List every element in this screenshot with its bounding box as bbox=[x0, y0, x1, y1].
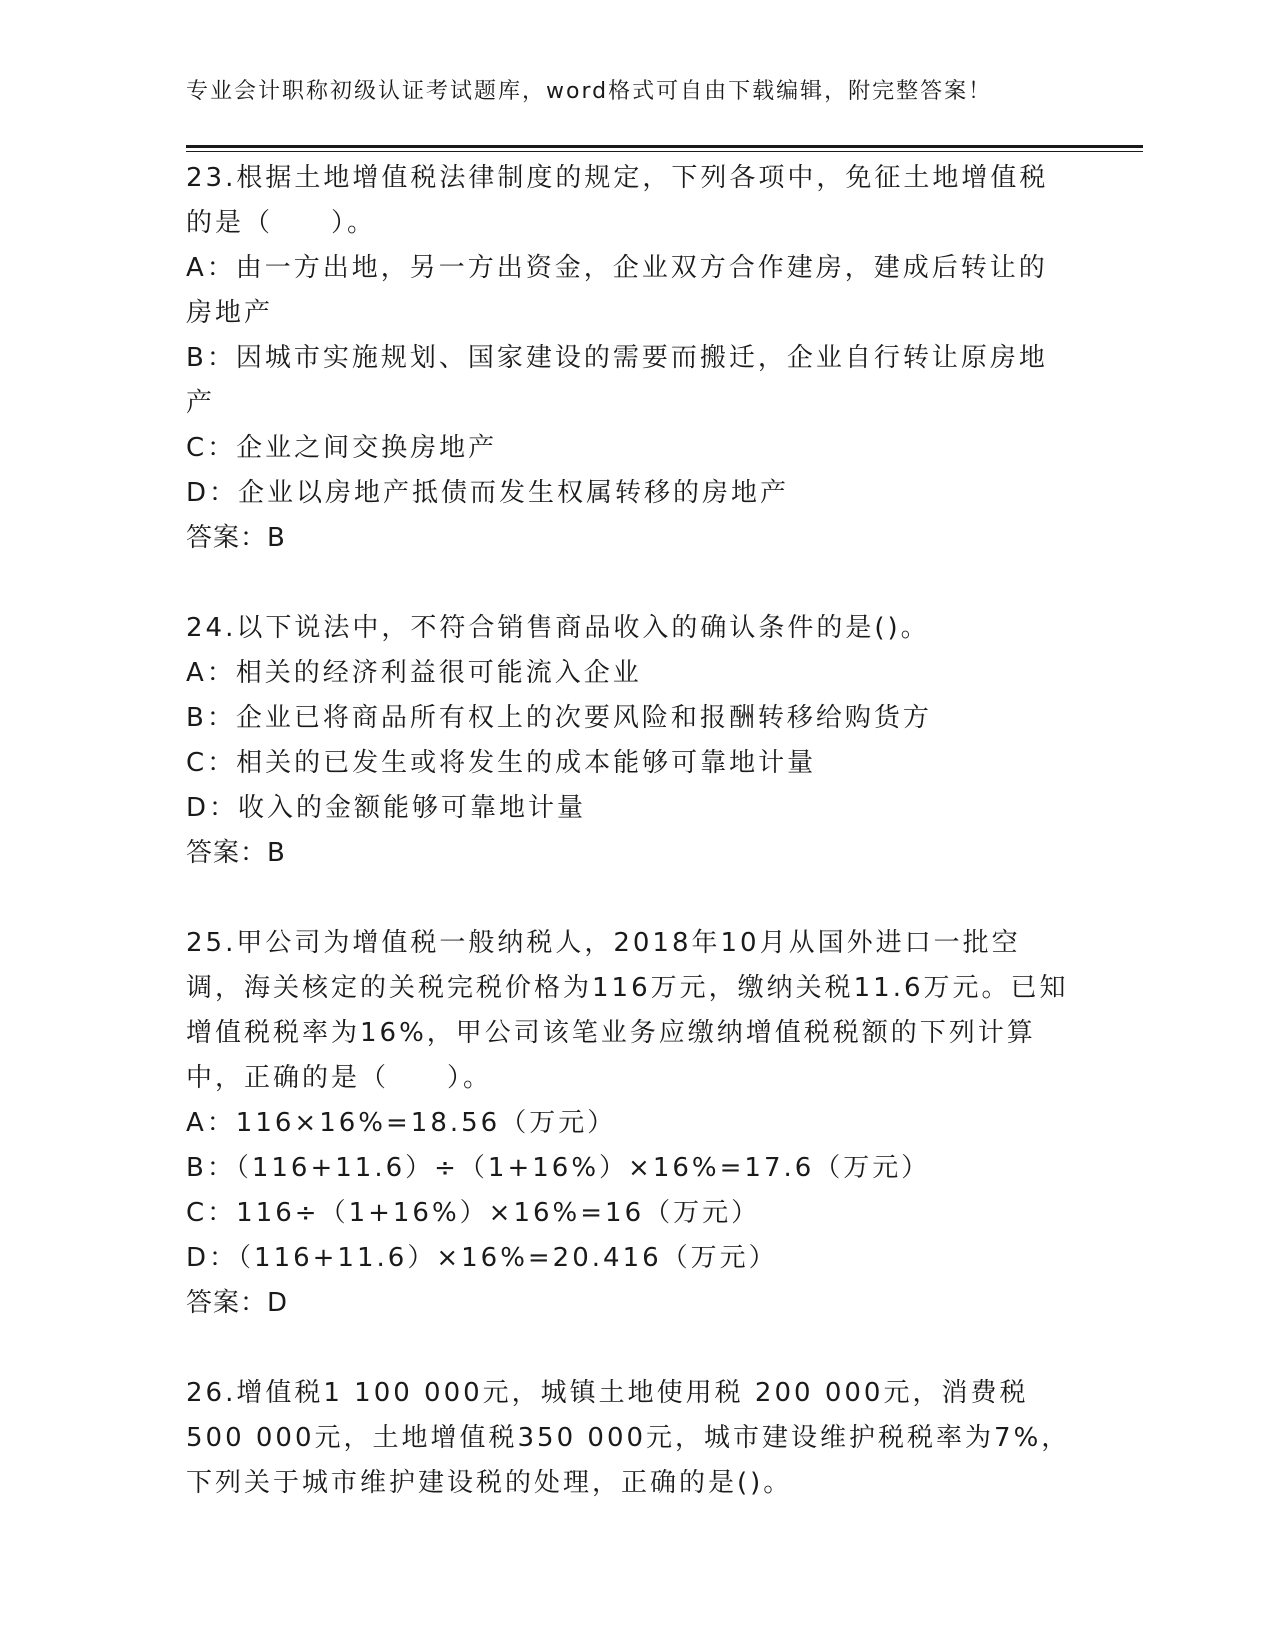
option-a: A：相关的经济利益很可能流入企业 bbox=[186, 658, 642, 688]
answer-label: 答案： bbox=[186, 523, 268, 553]
answer-value: B bbox=[267, 523, 288, 553]
header-rule-thin bbox=[186, 151, 1143, 152]
option-a: A：116×16%=18.56（万元） bbox=[186, 1108, 617, 1138]
page-header: 专业会计职称初级认证考试题库，word格式可自由下载编辑，附完整答案！ bbox=[186, 79, 993, 104]
question-25 bbox=[186, 921, 1076, 1326]
answer-label: 答案： bbox=[186, 1288, 268, 1318]
answer-line bbox=[186, 1281, 1076, 1326]
answer-value: D bbox=[267, 1288, 291, 1318]
answer-value: B bbox=[267, 838, 288, 868]
question-stem: 24.以下说法中，不符合销售商品收入的确认条件的是()。 bbox=[186, 613, 930, 643]
question-stem: 26.增值税1 100 000元，城镇土地使用税 200 000元，消费税 500 000元，土地增值税350 000元，城市建设维护税税率为7%，下列关于城市维护建设税的处理，正确的是()。 bbox=[186, 1378, 1071, 1498]
option-b: B：企业已将商品所有权上的次要风险和报酬转移给购货方 bbox=[186, 703, 932, 733]
question-23 bbox=[186, 156, 1076, 561]
header-rule-thick bbox=[186, 145, 1143, 148]
question-stem: 23.根据土地增值税法律制度的规定，下列各项中，免征土地增值税的是（ ）。 bbox=[186, 163, 1049, 238]
option-a: A：由一方出地，另一方出资金，企业双方合作建房，建成后转让的房地产 bbox=[186, 253, 1048, 328]
option-b: B：因城市实施规划、国家建设的需要而搬迁，企业自行转让原房地产 bbox=[186, 343, 1048, 418]
option-d: D：收入的金额能够可靠地计量 bbox=[186, 793, 587, 823]
question-26 bbox=[186, 1371, 1076, 1506]
option-c: C：企业之间交换房地产 bbox=[186, 433, 498, 463]
answer-line bbox=[186, 831, 1076, 876]
answer-line bbox=[186, 516, 1076, 561]
question-list bbox=[186, 156, 1076, 1506]
option-d: D：企业以房地产抵债而发生权属转移的房地产 bbox=[186, 478, 790, 508]
question-24 bbox=[186, 606, 1076, 876]
option-c: C：相关的已发生或将发生的成本能够可靠地计量 bbox=[186, 748, 817, 778]
option-d: D：（116+11.6）×16%=20.416（万元） bbox=[186, 1243, 778, 1273]
option-b: B：（116+11.6）÷（1+16%）×16%=17.6（万元） bbox=[186, 1153, 931, 1183]
question-stem: 25.甲公司为增值税一般纳税人，2018年10月从国外进口一批空调，海关核定的关税完税价格为116万元，缴纳关税11.6万元。已知增值税税率为16%，甲公司该笔业务应缴纳增值税税额的下列计算中，正确的是（ ）。 bbox=[186, 928, 1069, 1093]
answer-label: 答案： bbox=[186, 838, 268, 868]
option-c: C：116÷（1+16%）×16%=16（万元） bbox=[186, 1198, 761, 1228]
